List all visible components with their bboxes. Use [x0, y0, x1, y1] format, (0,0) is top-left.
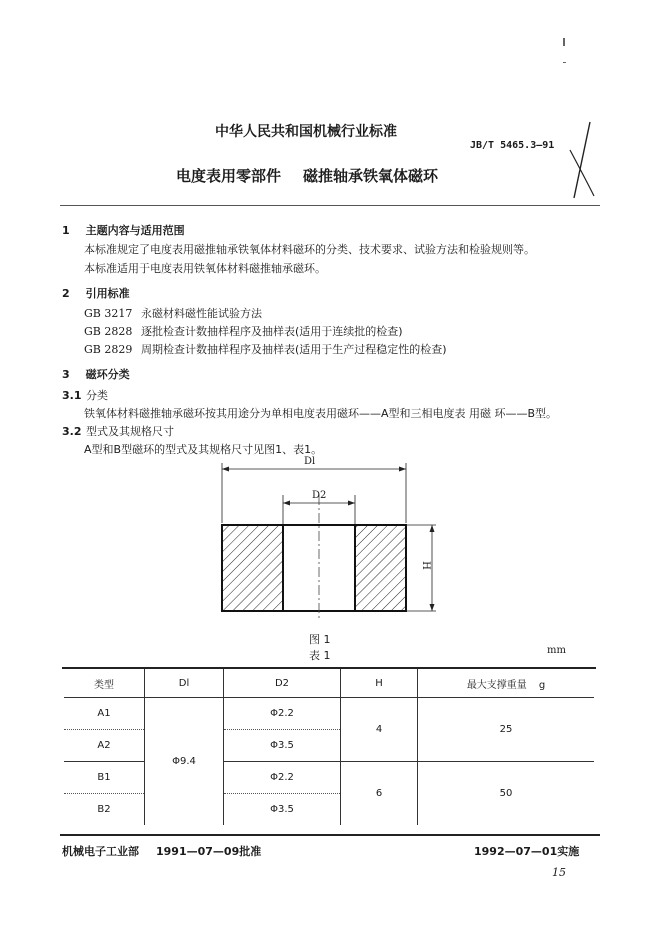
section-1-heading: 1 主题内容与适用范围 — [62, 224, 185, 237]
section-2-heading: 2 引用标准 — [62, 287, 130, 300]
margin-mark — [563, 38, 565, 46]
cell-type: A2 — [64, 730, 145, 762]
header-h: H — [341, 669, 418, 698]
table-header-row — [64, 669, 594, 698]
cell-h: 6 — [341, 762, 418, 826]
cell-weight: 25 — [418, 698, 595, 762]
page-number: 15 — [552, 866, 566, 879]
table-row — [64, 698, 594, 730]
cell-h: 4 — [341, 698, 418, 762]
cell-d2: Φ2.2 — [224, 762, 341, 794]
table-row — [64, 762, 594, 794]
reference-list-item: GB 2828 逐批检查计数抽样程序及抽样表(适用于连续批的检查) — [84, 325, 403, 338]
standard-org: 中华人民共和国机械行业标准 — [215, 124, 397, 140]
cell-type: B1 — [64, 762, 145, 794]
cell-d2: Φ3.5 — [224, 794, 341, 826]
section-3-1-heading: 3.1 分类 — [62, 389, 108, 402]
cell-d1: Φ9.4 — [145, 698, 224, 826]
ring-right-section — [355, 525, 406, 611]
section-1-para-1: 本标准规定了电度表用磁推轴承铁氧体材料磁环的分类、技术要求、试验方法和检验规则等。 — [84, 243, 535, 256]
doc-title — [176, 165, 438, 186]
section-1-para-2: 本标准适用于电度表用铁氧体材料磁推轴承磁环。 — [84, 262, 326, 275]
figure-1-drawing — [210, 455, 450, 625]
section-3-2-heading: 3.2 型式及其规格尺寸 — [62, 425, 174, 438]
header-rule — [60, 205, 600, 206]
d1-label: Dl — [304, 456, 316, 467]
d2-label: D2 — [312, 490, 327, 501]
footer-rule — [60, 834, 600, 836]
standard-code: JB/T 5465.3—91 — [470, 140, 555, 151]
cell-type: A1 — [97, 708, 111, 719]
h-label: H — [419, 561, 431, 570]
section-3-1-text: 铁氧体材料磁推轴承磁环按其用途分为单相电度表用磁环——A型和三相电度表 用磁 环——B型。 — [84, 407, 558, 420]
table-unit: mm — [547, 645, 566, 656]
cell-type: B2 — [64, 794, 145, 826]
section-3-heading: 3 磁环分类 — [62, 368, 130, 381]
header-weight: 最大支撑重量 g — [418, 669, 595, 698]
doc-title-part1: 电度表用零部件 — [176, 167, 282, 185]
margin-mark — [563, 62, 566, 63]
reference-list-item: GB 2829 周期检查计数抽样程序及抽样表(适用于生产过程稳定性的检查) — [84, 343, 447, 356]
cell-d2: Φ2.2 — [224, 698, 341, 730]
table-caption: 表 1 — [309, 649, 331, 662]
footer-issuer: 机械电子工业部 — [62, 845, 139, 858]
header-d2: D2 — [224, 669, 341, 698]
footer-approve-date: 1991—07—09批准 — [156, 845, 262, 858]
section-3-2-text: A型和B型磁环的型式及其规格尺寸见图1、表1。 — [84, 443, 323, 456]
footer-effective-date: 1992—07—01实施 — [474, 845, 580, 858]
cell-d2: Φ3.5 — [224, 730, 341, 762]
figure-caption: 图 1 — [309, 633, 331, 646]
reference-list-item: GB 3217 永磁材料磁性能试验方法 — [84, 307, 262, 320]
header-type: 类型 — [64, 669, 145, 698]
doc-title-part2: 磁推轴承铁氧体磁环 — [303, 167, 439, 185]
cell-weight: 50 — [418, 762, 595, 826]
ring-left-section — [222, 525, 283, 611]
handwritten-stroke — [566, 120, 596, 200]
spec-table — [64, 669, 594, 825]
header-d1: Dl — [145, 669, 224, 698]
